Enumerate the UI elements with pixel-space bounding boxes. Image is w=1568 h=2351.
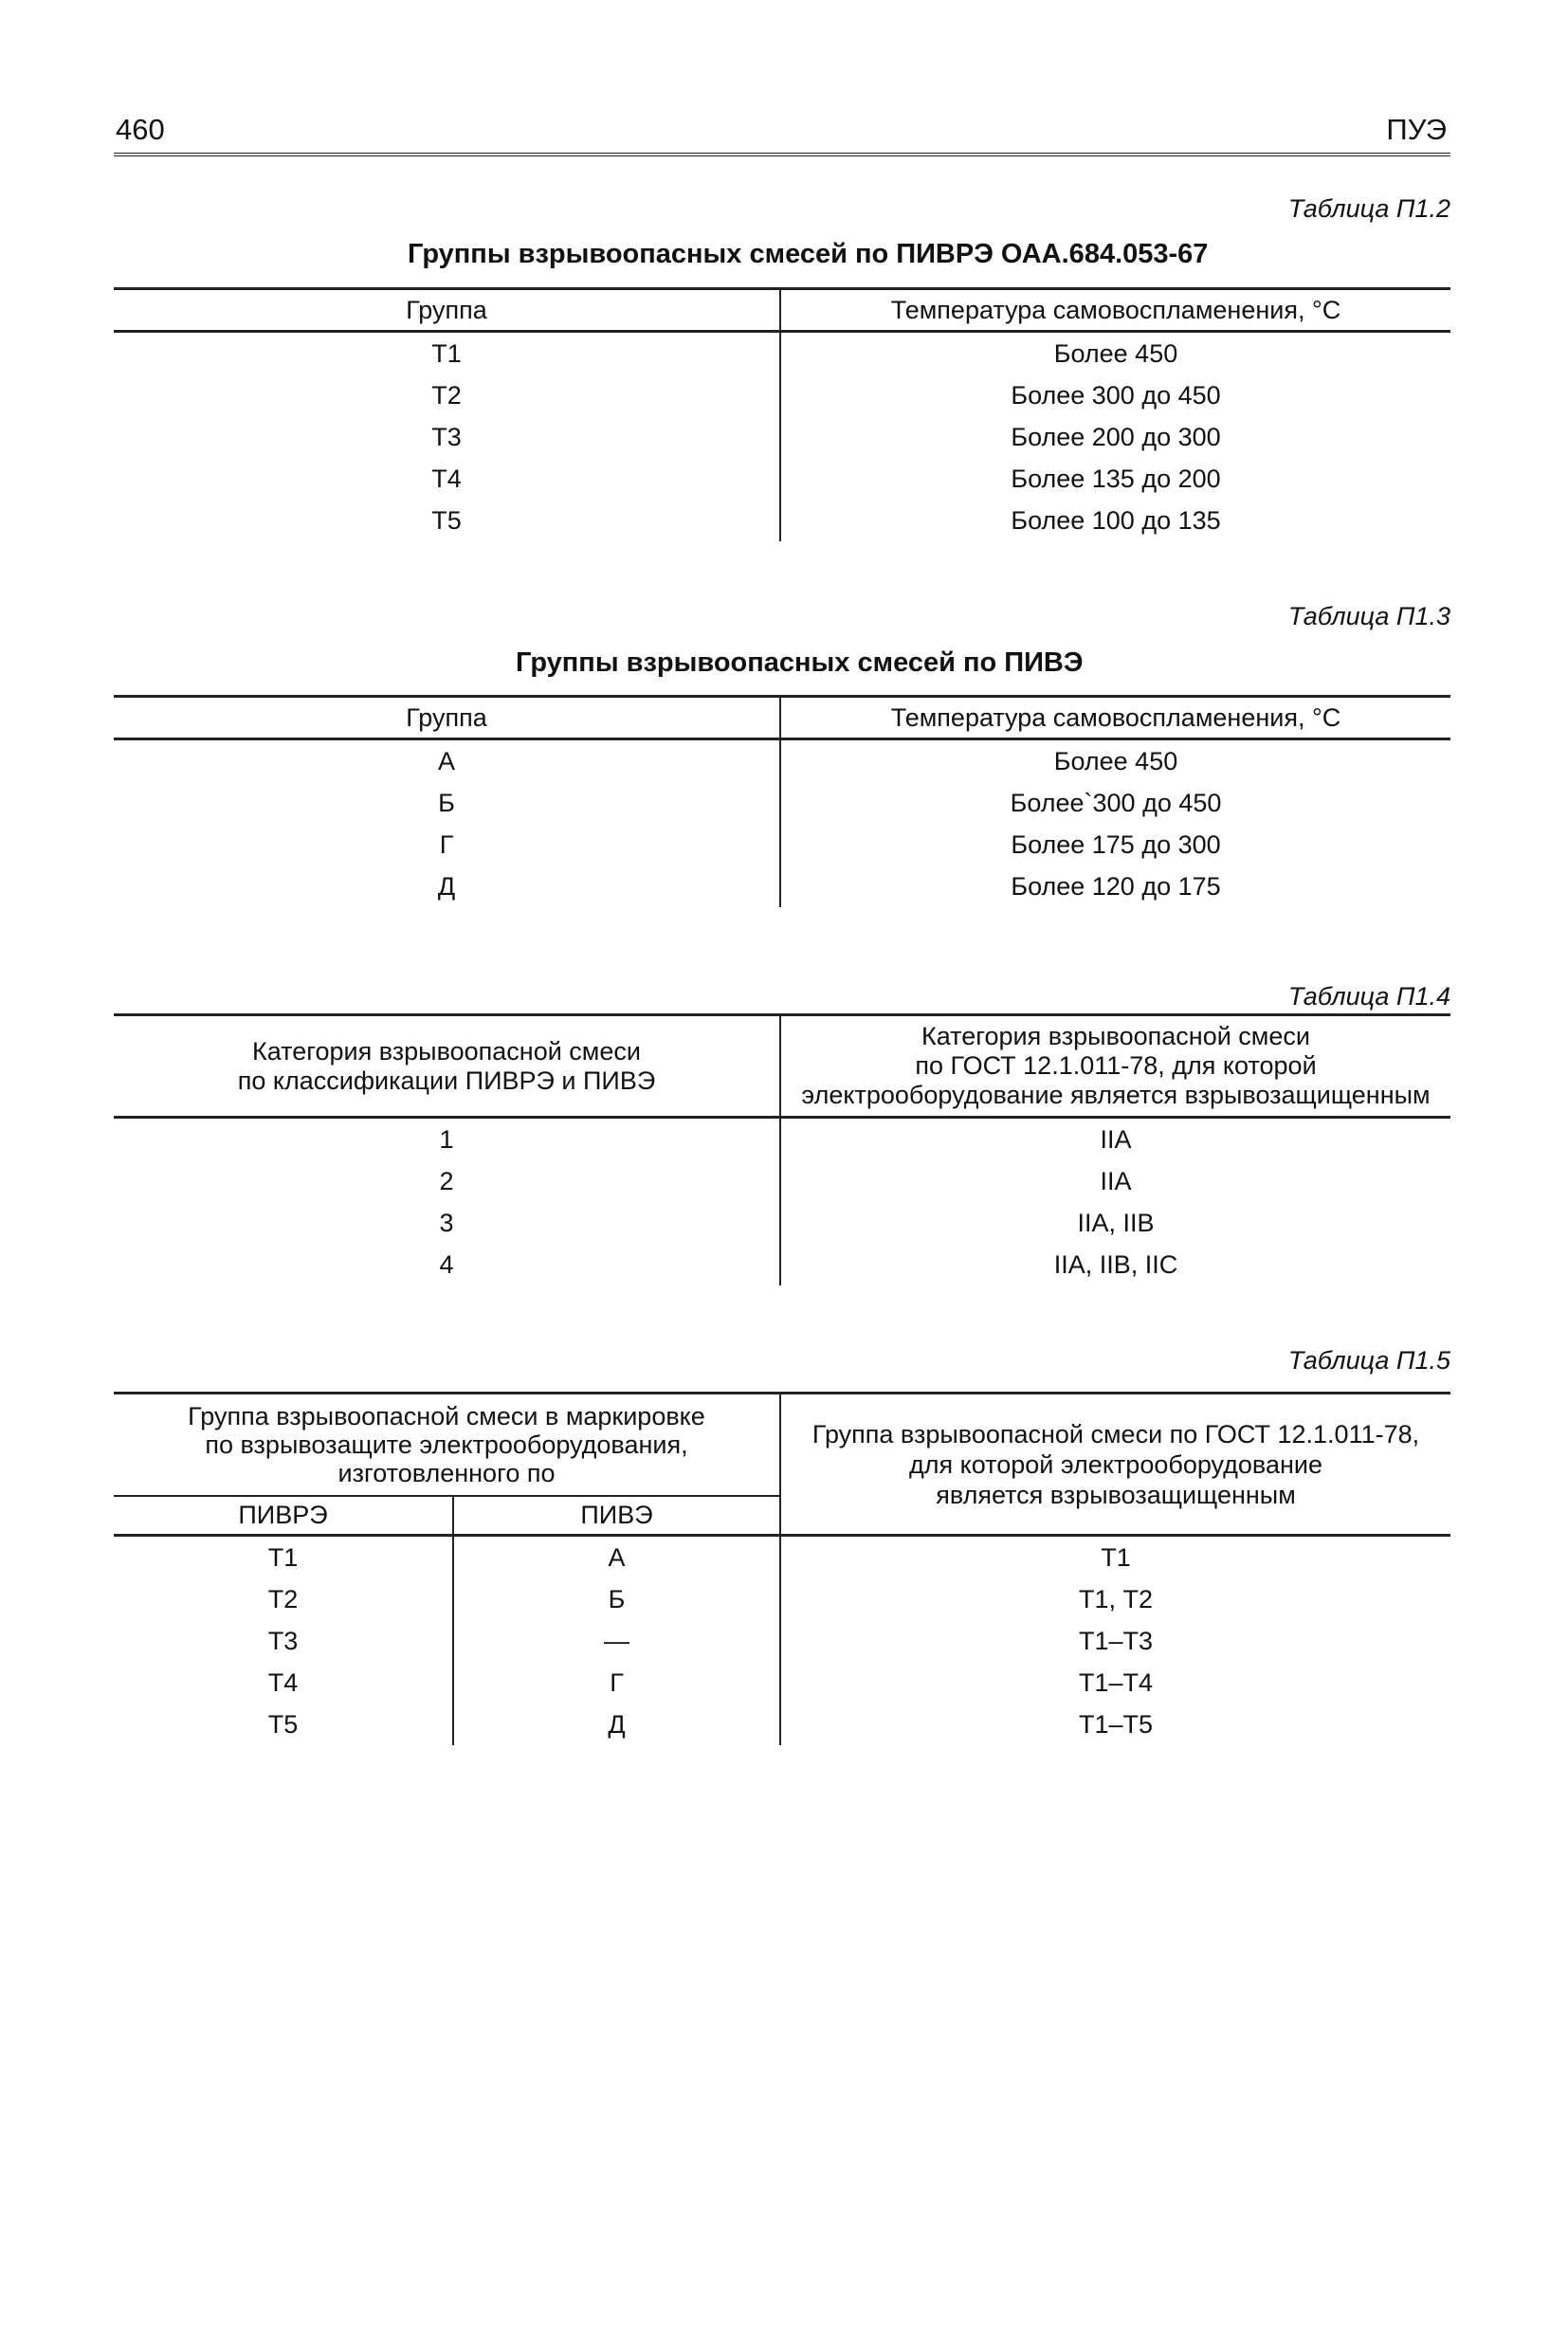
cell-temperature: Более 175 до 300 — [1011, 829, 1221, 859]
cell-group: Д — [114, 866, 780, 907]
table-row — [114, 500, 1450, 541]
header-group: Группа — [114, 289, 780, 332]
header-temperature: Температура самовоспламенения, °С — [890, 295, 1341, 324]
table-p1-3-label: Таблица П1.3 — [1287, 602, 1450, 630]
table-p1-4-label: Таблица П1.4 — [1287, 982, 1450, 1011]
cell-group: Б — [114, 782, 780, 824]
header-category-pivre — [114, 1015, 780, 1118]
table-row — [114, 1578, 1450, 1620]
table-row — [114, 1118, 1450, 1161]
cell-gost-group: Т1, Т2 — [1078, 1584, 1154, 1613]
cell-gost-group: Т1–Т3 — [1078, 1626, 1154, 1655]
cell-gost-group: Т1 — [1101, 1542, 1131, 1572]
header-line: изготовленного по — [337, 1458, 556, 1487]
cell-category: 1 — [114, 1118, 780, 1161]
header-line: по ГОСТ 12.1.011-78, для которой — [915, 1051, 1317, 1080]
table-p1-2-title: Группы взрывоопасных смесей по ПИВРЭ ОАА.684.053-67 — [408, 239, 1209, 269]
header-line: Категория взрывоопасной смеси — [252, 1036, 641, 1066]
cell-gost-category: IIA — [1100, 1166, 1132, 1195]
cell-temperature: Более 120 до 175 — [1011, 871, 1221, 901]
header-line: Группа взрывоопасной смеси по ГОСТ 12.1.011-78, — [811, 1419, 1420, 1449]
table-row — [114, 1536, 1450, 1579]
cell-category: 4 — [114, 1244, 780, 1285]
cell-pive: Б — [453, 1578, 780, 1620]
table-p1-5-label: Таблица П1.5 — [1287, 1346, 1450, 1375]
cell-temperature: Более 135 до 200 — [1011, 464, 1221, 493]
cell-group: Т5 — [114, 500, 780, 541]
table-row — [114, 458, 1450, 500]
table-row — [114, 1202, 1450, 1244]
page-number: 460 — [116, 113, 165, 146]
cell-group: Т2 — [114, 374, 780, 416]
table-row — [114, 332, 1450, 375]
table-row — [114, 866, 1450, 907]
header-line: электрооборудование является взрывозащищенным — [801, 1081, 1431, 1109]
cell-temperature: Более 450 — [1053, 746, 1178, 775]
header-line: Группа взрывоопасной смеси в маркировке — [188, 1401, 705, 1431]
table-row — [114, 1704, 1450, 1745]
table-row — [114, 824, 1450, 866]
cell-category: 2 — [114, 1160, 780, 1202]
cell-temperature: Более 450 — [1053, 338, 1178, 368]
header-line: является взрывозащищенным — [936, 1480, 1296, 1509]
cell-pivre: Т5 — [114, 1704, 453, 1745]
header-line: по взрывозащите электрооборудования, — [205, 1430, 688, 1459]
cell-pive: Д — [453, 1704, 780, 1745]
cell-temperature: Более`300 до 450 — [1010, 788, 1222, 817]
table-p1-3 — [114, 695, 1450, 907]
header-category-gost — [780, 1015, 1450, 1118]
header-temperature: Температура самовоспламенения, °С — [890, 702, 1341, 732]
cell-temperature: Более 100 до 135 — [1011, 505, 1221, 535]
cell-pivre: Т2 — [114, 1578, 453, 1620]
header-line: по классификации ПИВРЭ и ПИВЭ — [237, 1066, 656, 1095]
header-group: Группа — [114, 697, 780, 739]
table-row — [114, 374, 1450, 416]
cell-pive: А — [453, 1536, 780, 1579]
cell-group: Т4 — [114, 458, 780, 500]
cell-pivre: Т3 — [114, 1620, 453, 1662]
table-p1-2 — [114, 287, 1450, 541]
cell-gost-group: Т1–Т4 — [1078, 1668, 1154, 1697]
table-row — [114, 1620, 1450, 1662]
table-row — [114, 1244, 1450, 1285]
cell-group: А — [114, 739, 780, 783]
running-title: ПУЭ — [1386, 113, 1447, 146]
cell-group: Т1 — [114, 332, 780, 375]
table-row — [114, 1662, 1450, 1704]
cell-pive: — — [453, 1620, 780, 1662]
cell-pivre: Т4 — [114, 1662, 453, 1704]
header-line: Категория взрывоопасной смеси — [921, 1022, 1310, 1050]
header-marking-group — [114, 1394, 780, 1496]
header-pive: ПИВЭ — [453, 1496, 780, 1536]
table-row — [114, 416, 1450, 458]
table-row — [114, 782, 1450, 824]
cell-group: Г — [114, 824, 780, 866]
cell-gost-category: IIA, IIB, IIC — [1053, 1249, 1178, 1279]
table-row — [114, 1160, 1450, 1202]
table-p1-4 — [114, 1013, 1450, 1285]
table-p1-2-label: Таблица П1.2 — [1287, 194, 1450, 223]
cell-gost-category: IIA, IIB — [1077, 1208, 1155, 1237]
cell-gost-category: IIA — [1100, 1124, 1132, 1154]
page-header — [114, 109, 1450, 156]
cell-temperature: Более 200 до 300 — [1011, 422, 1221, 451]
header-line: для которой электрооборудование — [909, 1449, 1322, 1479]
header-pivre: ПИВРЭ — [114, 1496, 453, 1536]
cell-category: 3 — [114, 1202, 780, 1244]
cell-temperature: Более 300 до 450 — [1011, 380, 1221, 410]
table-p1-3-title: Группы взрывоопасных смесей по ПИВЭ — [516, 647, 1084, 678]
header-gost-group — [780, 1394, 1450, 1536]
table-row — [114, 739, 1450, 783]
cell-gost-group: Т1–Т5 — [1078, 1709, 1154, 1739]
cell-pive: Г — [453, 1662, 780, 1704]
cell-group: Т3 — [114, 416, 780, 458]
cell-pivre: Т1 — [114, 1536, 453, 1579]
table-p1-5 — [114, 1392, 1450, 1745]
